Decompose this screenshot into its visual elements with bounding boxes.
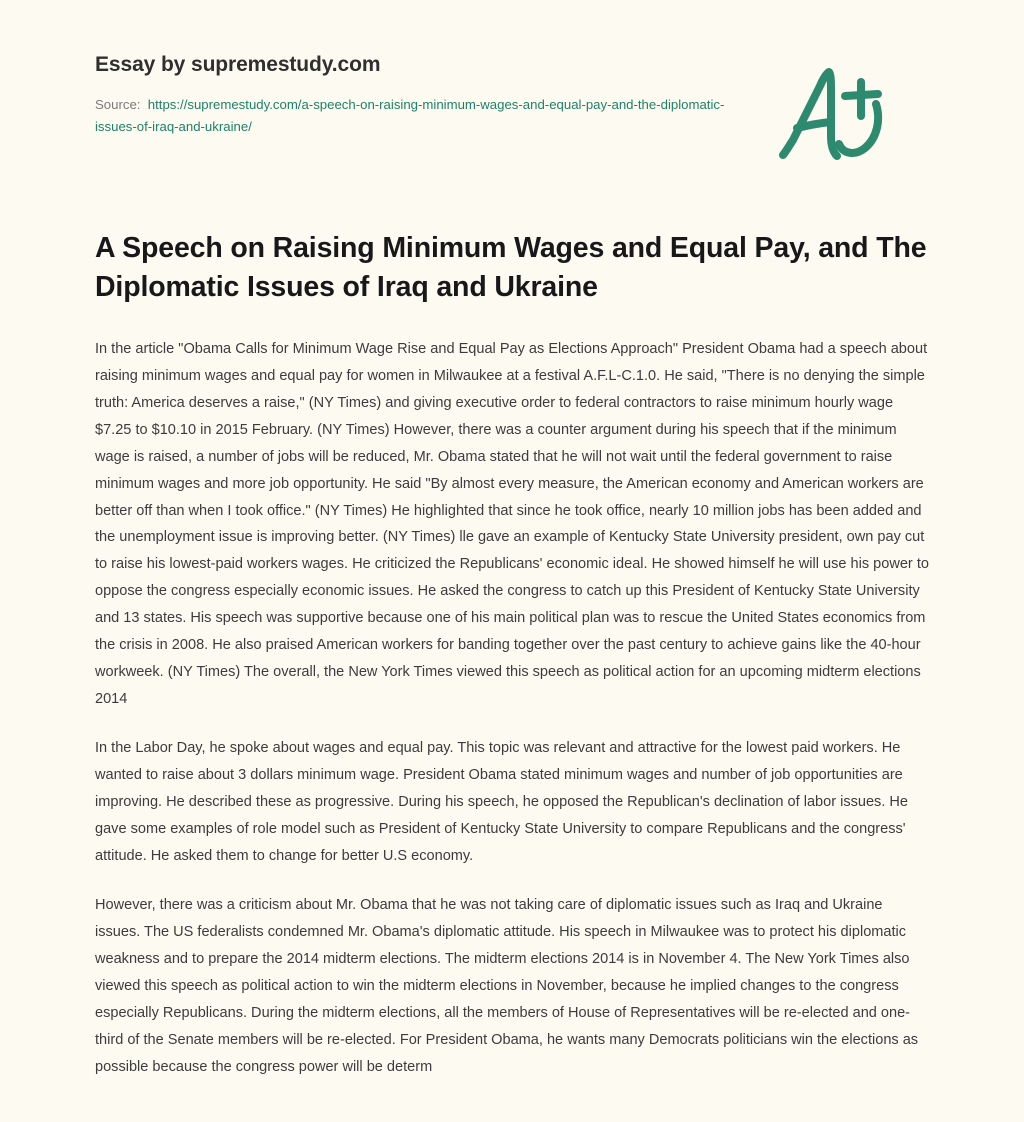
- page-title: A Speech on Raising Minimum Wages and Equal Pay, and The Diplomatic Issues of Iraq and Ukraine: [95, 231, 927, 304]
- article-paragraph: However, there was a criticism about Mr. Obama that he was not taking care of diplomatic issues such as Iraq and Ukraine issues. The US federalists condemned Mr. Obama's diplomatic attitude. His speech in Milwaukee was to protect his diplomatic weakness and to prepare the 2014 midterm elections. The midterm elections 2014 is in November 4. The New York Times also viewed this speech as political action to win the midterm elections in November, because he implied changes to the congress especially Republicans. During the midterm elections, all the members of House of Representatives will be re-elected and one-third of the Senate members will be re-elected. For President Obama, he wants many Democrats politicians win the elections as possible because the congress power will be determ: [95, 897, 919, 1076]
- source-url-link[interactable]: https://supremestudy.com/a-speech-on-raising-minimum-wages-and-equal-pay-and-the-diplomatic-issues-of-iraq-and-ukraine/: [95, 97, 725, 134]
- article-paragraph: In the Labor Day, he spoke about wages and equal pay. This topic was relevant and attractive for the lowest paid workers. He wanted to raise about 3 dollars minimum wage. President Obama stated minimum wages and number of job opportunities are improving. He described these as progressive. During his speech, he opposed the Republican's declination of labor issues. He gave some examples of role model such as President of Kentucky State University to compare Republicans and the congress' attitude. He asked them to change for better U.S economy.: [95, 740, 909, 865]
- brand-title: Essay by supremestudy.com: [95, 53, 381, 76]
- page-header: [95, 0, 929, 137]
- article-paragraph: In the article "Obama Calls for Minimum Wage Rise and Equal Pay as Elections Approach" President Obama had a speech about raising minimum wages and equal pay for women in Milwaukee at a festival A.F.L-C.1.0. He said, "There is no denying the simple truth: America deserves a raise," (NY Times) and giving executive order to federal contractors to raise minimum hourly wage $7.25 to $10.10 in 2015 February. (NY Times) However, there was a counter argument during his speech that if the minimum wage is raised, a number of jobs will be reduced, Mr. Obama stated that he will not wait until the federal government to raise minimum wages and more job opportunity. He said "By almost every measure, the American economy and American workers are better off than when I took office." (NY Times) He highlighted that since he took office, nearly 10 million jobs has been added and the unemployment issue is improving better. (NY Times) lle gave an example of Kentucky State University president, own pay cut to raise his lowest-paid workers wages. He criticized the Republicans' economic ideal. He showed himself he will use his power to oppose the congress especially economic issues. He asked the congress to catch up this President of Kentucky State University and 13 states. His speech was supportive because one of his main political plan was to rescue the United States economics from the crisis in 2008. He also praised American workers for banding together over the past century to achieve gains like the 40-hour workweek. (NY Times) The overall, the New York Times viewed this speech as political action for an upcoming midterm elections 2014: [95, 340, 929, 708]
- a-plus-logo-icon: [773, 58, 893, 168]
- source-line: [95, 94, 735, 137]
- article-body: [95, 308, 929, 1082]
- source-label: Source:: [95, 97, 141, 113]
